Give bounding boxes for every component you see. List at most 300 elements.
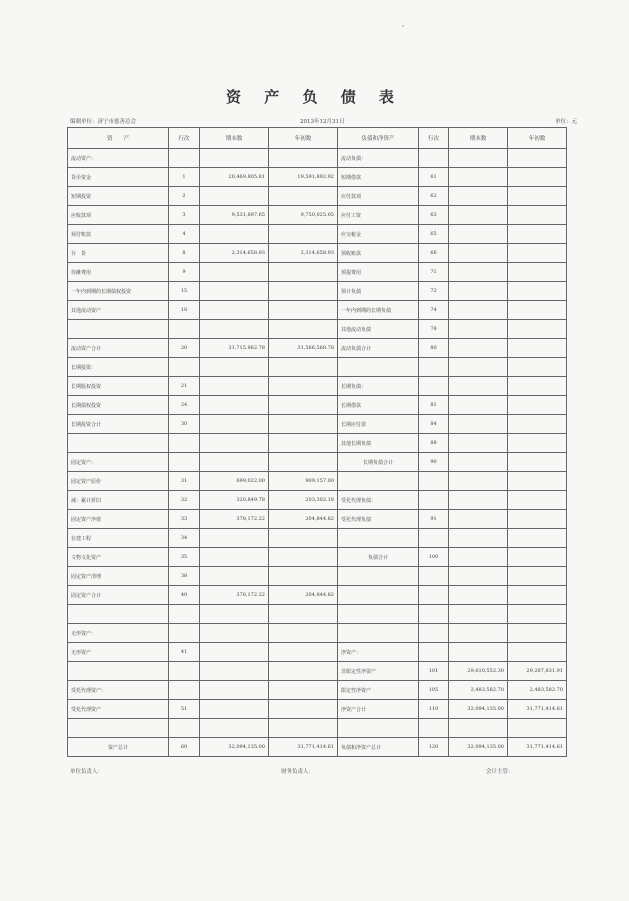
- report-date: 2013年12月31日: [300, 119, 345, 125]
- line-number-cell: [419, 643, 449, 662]
- line-number-cell: 78: [419, 320, 449, 339]
- amount-cell: [269, 548, 338, 567]
- table-row: [68, 282, 567, 301]
- table-row: [68, 244, 567, 263]
- line-number-cell: 88: [419, 434, 449, 453]
- amount-cell: [508, 510, 567, 529]
- line-number-cell: 2: [169, 187, 200, 206]
- amount-cell: [508, 149, 567, 168]
- line-number-cell: 4: [169, 225, 200, 244]
- amount-cell: [269, 358, 338, 377]
- item-label-cell: 长期借款: [338, 396, 419, 415]
- item-label-cell: 其他长期负债: [338, 434, 419, 453]
- item-label-cell: 长期负债合计: [338, 453, 419, 472]
- item-label-cell: 应交税金: [338, 225, 419, 244]
- line-number-cell: [419, 377, 449, 396]
- amount-cell: [449, 168, 508, 187]
- amount-cell: [508, 320, 567, 339]
- amount-cell: [508, 643, 567, 662]
- table-body: [68, 149, 567, 757]
- item-label-cell: 限定性净资产: [338, 681, 419, 700]
- amount-cell: [200, 358, 269, 377]
- amount-cell: 909,157.00: [269, 472, 338, 491]
- line-number-cell: 32: [169, 491, 200, 510]
- line-number-cell: [169, 358, 200, 377]
- item-label-cell: 长期负债：: [338, 377, 419, 396]
- amount-cell: 29,610,552.30: [449, 662, 508, 681]
- line-number-cell: 120: [419, 738, 449, 757]
- amount-cell: [200, 719, 269, 738]
- table-row: [68, 396, 567, 415]
- item-label-cell: [338, 586, 419, 605]
- amount-cell: [508, 624, 567, 643]
- amount-cell: [449, 529, 508, 548]
- amount-cell: [508, 719, 567, 738]
- amount-cell: [449, 434, 508, 453]
- item-label-cell: 负债合计: [338, 548, 419, 567]
- line-number-cell: [169, 605, 200, 624]
- amount-cell: [508, 491, 567, 510]
- table-row: [68, 510, 567, 529]
- line-number-cell: [169, 453, 200, 472]
- item-label-cell: 在建工程: [68, 529, 169, 548]
- line-number-cell: [419, 567, 449, 586]
- amount-cell: [269, 149, 338, 168]
- line-number-cell: 40: [169, 586, 200, 605]
- amount-cell: [200, 320, 269, 339]
- amount-cell: [269, 700, 338, 719]
- line-number-cell: 15: [169, 282, 200, 301]
- amount-cell: [269, 282, 338, 301]
- table-row: [68, 681, 567, 700]
- line-number-cell: [169, 662, 200, 681]
- table-row: [68, 168, 567, 187]
- amount-cell: [508, 396, 567, 415]
- item-label-cell: 流动负债：: [338, 149, 419, 168]
- line-number-cell: 100: [419, 548, 449, 567]
- line-number-cell: [419, 149, 449, 168]
- amount-cell: [269, 529, 338, 548]
- table-row: [68, 149, 567, 168]
- amount-cell: [269, 396, 338, 415]
- item-label-cell: [338, 567, 419, 586]
- table-row: [68, 605, 567, 624]
- amount-cell: [449, 206, 508, 225]
- header-begin-balance-2: 年初数: [508, 128, 567, 149]
- table-row: [68, 434, 567, 453]
- line-number-cell: 101: [419, 662, 449, 681]
- line-number-cell: 91: [419, 510, 449, 529]
- item-label-cell: 短期投资: [68, 187, 169, 206]
- amount-cell: [200, 453, 269, 472]
- line-number-cell: 72: [419, 282, 449, 301]
- amount-cell: [449, 586, 508, 605]
- header-end-balance: 期末数: [200, 128, 269, 149]
- table-row: [68, 301, 567, 320]
- amount-cell: [200, 434, 269, 453]
- amount-cell: [449, 472, 508, 491]
- amount-cell: 31,566,568.78: [269, 339, 338, 358]
- table-row: [68, 339, 567, 358]
- table-row: [68, 491, 567, 510]
- amount-cell: 31,715,962.78: [200, 339, 269, 358]
- amount-cell: [508, 377, 567, 396]
- amount-cell: [449, 624, 508, 643]
- amount-cell: 378,172.22: [200, 510, 269, 529]
- amount-cell: [449, 263, 508, 282]
- amount-cell: [200, 415, 269, 434]
- line-number-cell: [169, 681, 200, 700]
- line-number-cell: 1: [169, 168, 200, 187]
- amount-cell: [200, 567, 269, 586]
- line-number-cell: [419, 719, 449, 738]
- line-number-cell: 21: [169, 377, 200, 396]
- amount-cell: [508, 567, 567, 586]
- line-number-cell: 3: [169, 206, 200, 225]
- line-number-cell: [419, 358, 449, 377]
- item-label-cell: 长期债权投资: [68, 396, 169, 415]
- item-label-cell: [68, 434, 169, 453]
- item-label-cell: [338, 529, 419, 548]
- table-row: [68, 415, 567, 434]
- item-label-cell: 固定资产：: [68, 453, 169, 472]
- line-number-cell: [419, 605, 449, 624]
- table-row: [68, 225, 567, 244]
- item-label-cell: 一年内到期的长期负债: [338, 301, 419, 320]
- amount-cell: [269, 434, 338, 453]
- currency-unit: 单位：元: [555, 119, 578, 125]
- item-label-cell: 固定资产原价: [68, 472, 169, 491]
- amount-cell: [200, 624, 269, 643]
- amount-cell: 29,287,831.91: [508, 662, 567, 681]
- item-label-cell: [68, 719, 169, 738]
- line-number-cell: 62: [419, 187, 449, 206]
- item-label-cell: 净资产：: [338, 643, 419, 662]
- item-label-cell: 非限定性净资产: [338, 662, 419, 681]
- amount-cell: [269, 624, 338, 643]
- amount-cell: [200, 643, 269, 662]
- amount-cell: [449, 282, 508, 301]
- amount-cell: [269, 567, 338, 586]
- amount-cell: [200, 225, 269, 244]
- item-label-cell: 无形资产: [68, 643, 169, 662]
- balance-sheet-table: [67, 127, 567, 757]
- item-label-cell: 货币资金: [68, 168, 169, 187]
- table-row: [68, 548, 567, 567]
- amount-cell: [508, 263, 567, 282]
- line-number-cell: 20: [169, 339, 200, 358]
- item-label-cell: 无形资产：: [68, 624, 169, 643]
- item-label-cell: 资产总计: [68, 738, 169, 757]
- item-label-cell: 一年内到期的长期债权投资: [68, 282, 169, 301]
- item-label-cell: 流动负债合计: [338, 339, 419, 358]
- amount-cell: [269, 643, 338, 662]
- amount-cell: [200, 263, 269, 282]
- amount-cell: [449, 396, 508, 415]
- line-number-cell: 38: [169, 567, 200, 586]
- amount-cell: 9,750,025.05: [269, 206, 338, 225]
- line-number-cell: 18: [169, 301, 200, 320]
- amount-cell: [508, 415, 567, 434]
- item-label-cell: 应付工资: [338, 206, 419, 225]
- line-number-cell: [419, 624, 449, 643]
- amount-cell: [449, 244, 508, 263]
- item-label-cell: [338, 719, 419, 738]
- amount-cell: [508, 548, 567, 567]
- amount-cell: [269, 415, 338, 434]
- amount-cell: [200, 700, 269, 719]
- line-number-cell: 63: [419, 206, 449, 225]
- table-row: [68, 377, 567, 396]
- header-assets: 资 产: [68, 128, 169, 149]
- line-number-cell: 71: [419, 263, 449, 282]
- amount-cell: 203,302.18: [269, 491, 338, 510]
- amount-cell: [508, 586, 567, 605]
- table-row: [68, 453, 567, 472]
- amount-cell: [449, 567, 508, 586]
- amount-cell: [449, 510, 508, 529]
- amount-cell: [508, 453, 567, 472]
- amount-cell: [200, 282, 269, 301]
- amount-cell: [200, 301, 269, 320]
- line-number-cell: 31: [169, 472, 200, 491]
- amount-cell: [508, 282, 567, 301]
- table-row: [68, 719, 567, 738]
- line-number-cell: [169, 149, 200, 168]
- line-number-cell: [419, 529, 449, 548]
- item-label-cell: [338, 472, 419, 491]
- footer-accountant: 会计主管：: [486, 769, 514, 775]
- amount-cell: 31,771,414.61: [508, 738, 567, 757]
- amount-cell: [269, 187, 338, 206]
- stray-mark: ,: [402, 20, 405, 28]
- amount-cell: [449, 719, 508, 738]
- table-row: [68, 624, 567, 643]
- amount-cell: [449, 339, 508, 358]
- amount-cell: [449, 453, 508, 472]
- item-label-cell: 流动资产合计: [68, 339, 169, 358]
- table-header-row: [68, 128, 567, 149]
- amount-cell: [449, 605, 508, 624]
- amount-cell: [200, 529, 269, 548]
- amount-cell: [508, 434, 567, 453]
- line-number-cell: [419, 472, 449, 491]
- item-label-cell: 受托代理负债：: [338, 491, 419, 510]
- table-row: [68, 206, 567, 225]
- line-number-cell: 80: [419, 339, 449, 358]
- amount-cell: 32,094,135.00: [200, 738, 269, 757]
- item-label-cell: 固定资产合计: [68, 586, 169, 605]
- line-number-cell: 34: [169, 529, 200, 548]
- line-number-cell: 51: [169, 700, 200, 719]
- amount-cell: [200, 377, 269, 396]
- line-number-cell: [169, 434, 200, 453]
- line-number-cell: 84: [419, 415, 449, 434]
- amount-cell: [508, 358, 567, 377]
- table-row: [68, 567, 567, 586]
- table-row: [68, 472, 567, 491]
- amount-cell: [200, 662, 269, 681]
- table-row: [68, 662, 567, 681]
- amount-cell: 9,531,897.65: [200, 206, 269, 225]
- item-label-cell: 固定资产净值: [68, 510, 169, 529]
- item-label-cell: 预提费用: [338, 263, 419, 282]
- line-number-cell: 33: [169, 510, 200, 529]
- table-row: [68, 263, 567, 282]
- amount-cell: [269, 681, 338, 700]
- item-label-cell: [68, 320, 169, 339]
- amount-cell: [269, 662, 338, 681]
- amount-cell: [269, 301, 338, 320]
- amount-cell: [508, 339, 567, 358]
- amount-cell: [269, 719, 338, 738]
- document-title: 资 产 负 债 表: [226, 88, 403, 106]
- item-label-cell: 存 货: [68, 244, 169, 263]
- table-row: [68, 529, 567, 548]
- line-number-cell: 24: [169, 396, 200, 415]
- line-number-cell: 30: [169, 415, 200, 434]
- item-label-cell: 预计负债: [338, 282, 419, 301]
- table-row: [68, 586, 567, 605]
- amount-cell: [508, 529, 567, 548]
- line-number-cell: 81: [419, 396, 449, 415]
- amount-cell: [508, 244, 567, 263]
- amount-cell: 32,094,135.00: [449, 700, 508, 719]
- item-label-cell: [338, 605, 419, 624]
- amount-cell: [269, 377, 338, 396]
- line-number-cell: [169, 320, 200, 339]
- item-label-cell: 流动资产：: [68, 149, 169, 168]
- amount-cell: 31,771,414.61: [269, 738, 338, 757]
- amount-cell: [449, 225, 508, 244]
- amount-cell: 2,483,582.70: [449, 681, 508, 700]
- item-label-cell: [68, 605, 169, 624]
- amount-cell: [449, 149, 508, 168]
- line-number-cell: [419, 491, 449, 510]
- amount-cell: [269, 605, 338, 624]
- amount-cell: [200, 548, 269, 567]
- item-label-cell: 预付账款: [68, 225, 169, 244]
- header-line-no-2: 行次: [419, 128, 449, 149]
- item-label-cell: 负债和净资产总计: [338, 738, 419, 757]
- amount-cell: [200, 187, 269, 206]
- amount-cell: [200, 681, 269, 700]
- amount-cell: [508, 187, 567, 206]
- amount-cell: 2,314,658.93: [269, 244, 338, 263]
- item-label-cell: 长期投资：: [68, 358, 169, 377]
- header-begin-balance: 年初数: [269, 128, 338, 149]
- amount-cell: [449, 377, 508, 396]
- item-label-cell: 其他流动负债: [338, 320, 419, 339]
- item-label-cell: 其他流动资产: [68, 301, 169, 320]
- amount-cell: [269, 453, 338, 472]
- amount-cell: [508, 605, 567, 624]
- reporting-entity: 编制单位：济宁市慈善总会: [70, 119, 137, 125]
- amount-cell: [200, 396, 269, 415]
- amount-cell: [449, 320, 508, 339]
- amount-cell: [200, 149, 269, 168]
- amount-cell: [269, 320, 338, 339]
- line-number-cell: 65: [419, 225, 449, 244]
- item-label-cell: 长期应付款: [338, 415, 419, 434]
- item-label-cell: 文物文化资产: [68, 548, 169, 567]
- amount-cell: [449, 491, 508, 510]
- line-number-cell: 61: [419, 168, 449, 187]
- amount-cell: 20,469,805.81: [200, 168, 269, 187]
- amount-cell: 320,849.78: [200, 491, 269, 510]
- table-row: [68, 358, 567, 377]
- amount-cell: [269, 225, 338, 244]
- amount-cell: [449, 187, 508, 206]
- line-number-cell: [169, 719, 200, 738]
- item-label-cell: 受托代理资产：: [68, 681, 169, 700]
- amount-cell: 378,172.22: [200, 586, 269, 605]
- table-row: [68, 700, 567, 719]
- table-row: [68, 187, 567, 206]
- amount-cell: [508, 168, 567, 187]
- item-label-cell: [338, 624, 419, 643]
- table-row: [68, 738, 567, 757]
- amount-cell: [269, 263, 338, 282]
- line-number-cell: 105: [419, 681, 449, 700]
- amount-cell: 31,771,414.61: [508, 700, 567, 719]
- line-number-cell: [419, 586, 449, 605]
- amount-cell: [449, 643, 508, 662]
- amount-cell: 2,483,582.70: [508, 681, 567, 700]
- line-number-cell: 66: [419, 244, 449, 263]
- amount-cell: [449, 548, 508, 567]
- amount-cell: 204,844.82: [269, 586, 338, 605]
- line-number-cell: 110: [419, 700, 449, 719]
- header-line-no: 行次: [169, 128, 200, 149]
- item-label-cell: 待摊费用: [68, 263, 169, 282]
- item-label-cell: 受托代理负债: [338, 510, 419, 529]
- item-label-cell: [68, 662, 169, 681]
- line-number-cell: 8: [169, 244, 200, 263]
- footer-finance-head: 财务负责人：: [281, 769, 315, 775]
- amount-cell: [200, 605, 269, 624]
- amount-cell: 204,844.82: [269, 510, 338, 529]
- item-label-cell: 应收款项: [68, 206, 169, 225]
- item-label-cell: 净资产合计: [338, 700, 419, 719]
- amount-cell: 699,022.00: [200, 472, 269, 491]
- table-row: [68, 320, 567, 339]
- item-label-cell: 长期股权投资: [68, 377, 169, 396]
- line-number-cell: 74: [419, 301, 449, 320]
- amount-cell: [449, 358, 508, 377]
- table-row: [68, 643, 567, 662]
- item-label-cell: 固定资产清理: [68, 567, 169, 586]
- item-label-cell: 受托代理资产: [68, 700, 169, 719]
- line-number-cell: 60: [169, 738, 200, 757]
- line-number-cell: [169, 624, 200, 643]
- amount-cell: [449, 301, 508, 320]
- item-label-cell: 预收账款: [338, 244, 419, 263]
- line-number-cell: 90: [419, 453, 449, 472]
- amount-cell: [508, 206, 567, 225]
- header-liabilities-net-assets: 负债和净资产: [338, 128, 419, 149]
- item-label-cell: 短期借款: [338, 168, 419, 187]
- item-label-cell: 应付款项: [338, 187, 419, 206]
- line-number-cell: 41: [169, 643, 200, 662]
- item-label-cell: [338, 358, 419, 377]
- footer-unit-head: 单位负责人：: [70, 769, 104, 775]
- amount-cell: 32,094,135.00: [449, 738, 508, 757]
- amount-cell: [449, 415, 508, 434]
- line-number-cell: 35: [169, 548, 200, 567]
- amount-cell: 2,314,658.93: [200, 244, 269, 263]
- amount-cell: 19,591,892.92: [269, 168, 338, 187]
